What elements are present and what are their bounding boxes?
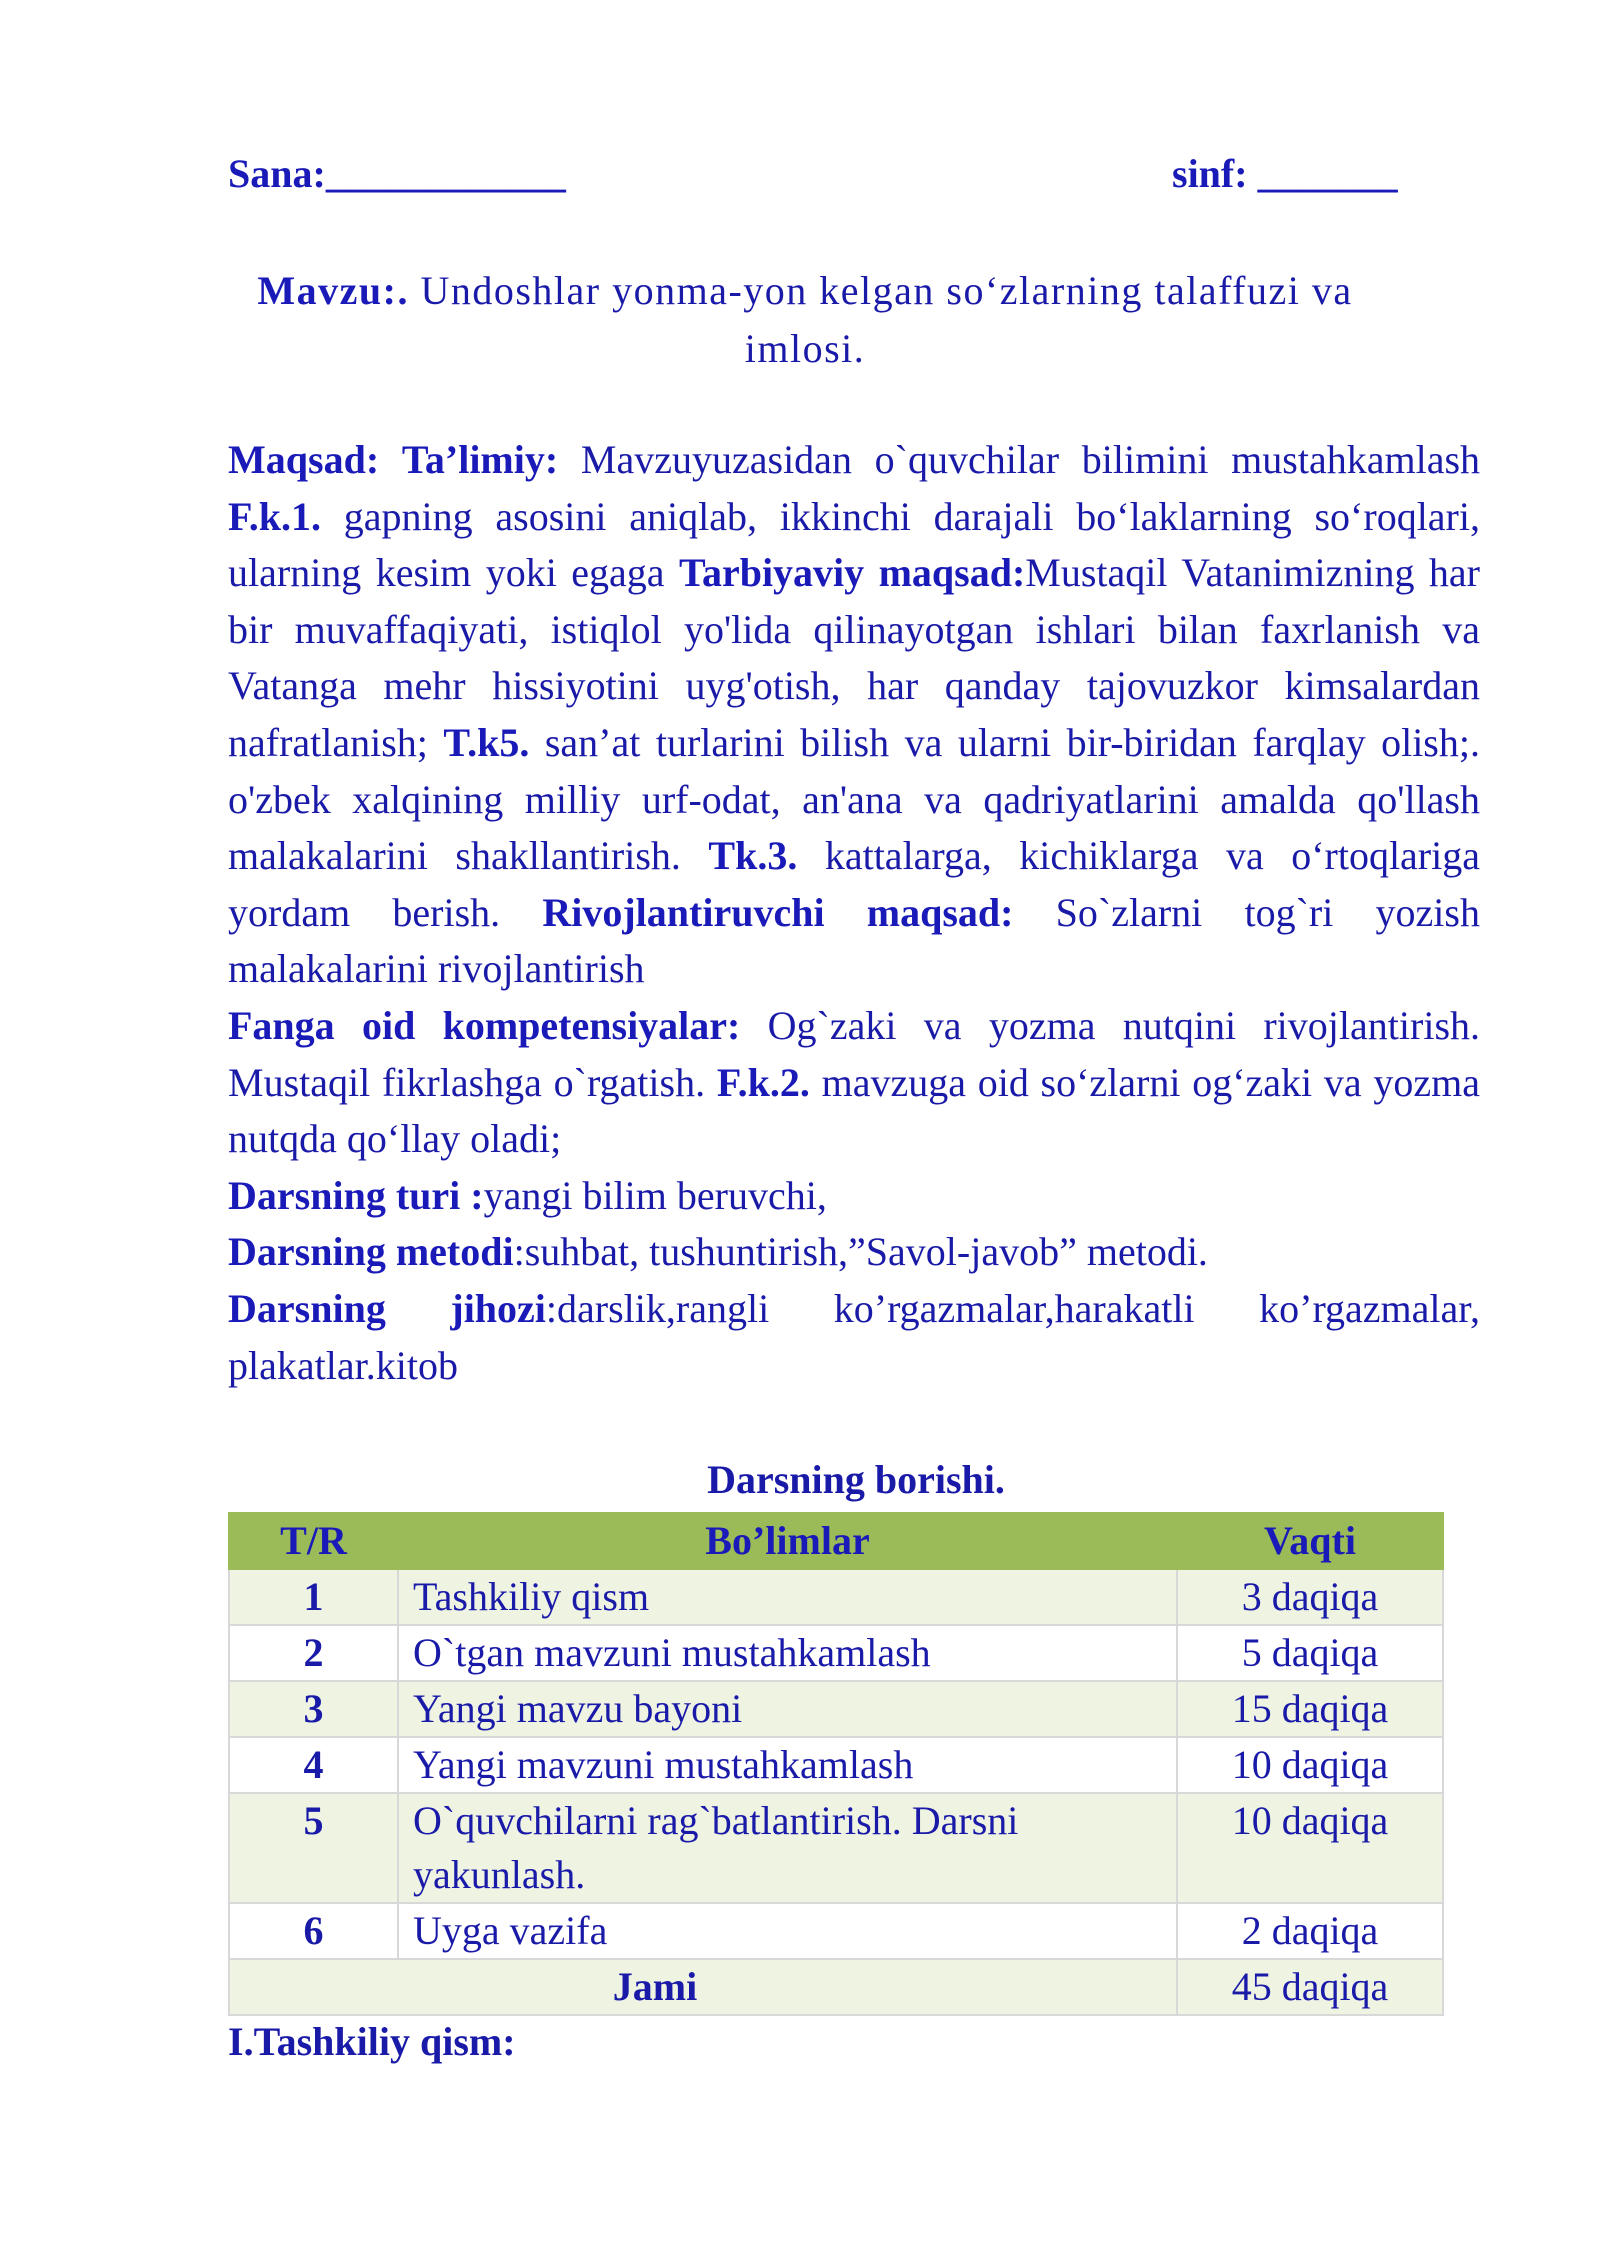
table-row: [229, 1569, 1443, 1625]
lesson-method: [228, 1224, 1480, 1281]
table-row: [229, 1903, 1443, 1959]
row-time: 3 daqiqa: [1177, 1569, 1443, 1625]
fk1-label: F.k.1.: [228, 493, 322, 539]
row-time: 5 daqiqa: [1177, 1625, 1443, 1681]
tk5-text: san’at turlarini bilish va ularni bir-biridan farqlay olish;. o'zbek xalqining milliy urf-odat, an'ana va qadriyatlarini amalda qo'llash malakalarini shakllantirish.: [228, 719, 1480, 879]
row-number: 4: [229, 1737, 398, 1793]
competence-paragraph: [228, 998, 1480, 1168]
date-field-label: Sana:____________: [228, 151, 566, 196]
fk1-text: gapning asosini aniqlab, ikkinchi darajali bo‘laklarning so‘roqlari, ularning kesim yoki egaga: [228, 493, 1480, 596]
row-number: 2: [229, 1625, 398, 1681]
upbringing-goal-text: Mustaqil Vatanimizning har bir muvaffaqiyati, istiqlol yo'lida qilinayotgan ishlari bilan faxrlanish va Vatanga mehr hissiyotini uyg'otish, har qanday tajovuzkor kimsalardan nafratlanish;: [228, 550, 1481, 765]
class-field-label: sinf: _______: [1172, 151, 1398, 196]
row-time: 10 daqiqa: [1177, 1737, 1443, 1793]
total-time: 45 daqiqa: [1177, 1959, 1443, 2015]
tk5-label: T.k5.: [443, 719, 530, 765]
row-section: O`tgan mavzuni mustahkamlash: [398, 1625, 1177, 1681]
row-section: Yangi mavzuni mustahkamlash: [398, 1737, 1177, 1793]
goal-paragraph: [228, 432, 1480, 998]
upbringing-goal-label: Tarbiyaviy maqsad:: [678, 550, 1026, 596]
row-number: 1: [229, 1569, 398, 1625]
competence-text: Og`zaki va yozma nutqini rivojlantirish. Mustaqil fikrlashga o`rgatish.: [228, 1002, 1481, 1105]
dev-goal-label: Rivojlantiruvchi maqsad:: [542, 889, 1014, 935]
tk3-text: kattalarga, kichiklarga va o‘rtoqlariga yordam berish.: [228, 833, 1480, 935]
lesson-type: [228, 1168, 1480, 1225]
row-number: 5: [229, 1793, 398, 1903]
table-row: [229, 1681, 1443, 1737]
lesson-equipment-label: Darsning jihozi: [228, 1285, 546, 1331]
row-section: Uyga vazifa: [398, 1903, 1177, 1959]
column-header-time: Vaqti: [1177, 1513, 1443, 1569]
table-row: [229, 1793, 1443, 1903]
edu-goal-label: Ta’limiy:: [401, 437, 559, 482]
row-time: 10 daqiqa: [1177, 1793, 1443, 1903]
table-header-row: [229, 1513, 1443, 1569]
next-section-heading: I.Tashkiliy qism:: [228, 2019, 516, 2064]
lesson-equipment: [228, 1281, 1480, 1394]
lesson-plan-title: Darsning borishi.: [707, 1457, 1005, 1502]
goal-label: Maqsad:: [228, 437, 380, 482]
column-header-number: T/R: [229, 1513, 398, 1569]
table-row: [229, 1737, 1443, 1793]
row-section: Yangi mavzu bayoni: [398, 1681, 1177, 1737]
row-number: 3: [229, 1681, 398, 1737]
lesson-goals: [228, 432, 1480, 1394]
row-section: Tashkiliy qism: [398, 1569, 1177, 1625]
column-header-sections: Bo’limlar: [398, 1513, 1177, 1569]
total-label: Jami: [229, 1959, 1177, 2015]
lesson-type-label: Darsning turi :: [228, 1172, 484, 1218]
topic: [240, 262, 1370, 378]
tk3-label: Tk.3.: [708, 833, 798, 879]
lesson-method-text: :suhbat, tushuntirish,”Savol-javob” metodi.: [513, 1229, 1208, 1275]
lesson-equipment-text: :darslik,rangli ko’rgazmalar,harakatli ko’rgazmalar, plakatlar.kitob: [228, 1285, 1480, 1388]
row-time: 2 daqiqa: [1177, 1903, 1443, 1959]
dev-goal-text: So`zlarni tog`ri yozish malakalarini rivojlantirish: [228, 889, 1480, 992]
row-time: 15 daqiqa: [1177, 1681, 1443, 1737]
table-row: [229, 1625, 1443, 1681]
edu-goal-text: Mavzuyuzasidan o`quvchilar bilimini mustahkamlash: [580, 437, 1481, 482]
lesson-type-text: yangi bilim beruvchi,: [483, 1172, 827, 1218]
table-total-row: [229, 1959, 1443, 2015]
lesson-plan-table: [228, 1512, 1444, 2016]
fk2-text: mavzuga oid so‘zlarni og‘zaki va yozma nutqda qo‘llay oladi;: [228, 1059, 1481, 1162]
row-section: O`quvchilarni rag`batlantirish. Darsni yakunlash.: [398, 1793, 1177, 1903]
topic-text: Undoshlar yonma-yon kelgan so‘zlarning talaffuzi va imlosi.: [420, 268, 1353, 371]
row-number: 6: [229, 1903, 398, 1959]
lesson-method-label: Darsning metodi: [228, 1229, 514, 1275]
fk2-label: F.k.2.: [716, 1059, 810, 1105]
topic-label: Mavzu:.: [257, 268, 409, 313]
competence-label: Fanga oid kompetensiyalar:: [228, 1002, 741, 1048]
